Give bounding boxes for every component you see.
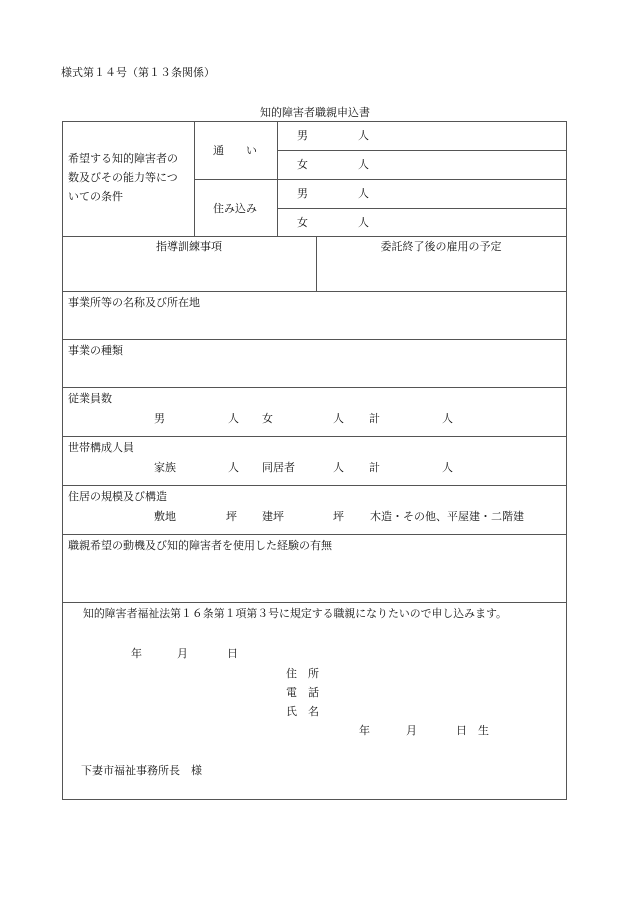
application-date-day: 日 bbox=[227, 647, 238, 660]
live-in-male-label: 男 bbox=[297, 187, 308, 200]
housing-site-label: 敷地 bbox=[154, 510, 176, 523]
housing-site-unit: 坪 bbox=[226, 510, 237, 523]
motivation-label: 職親希望の動機及び知的障害者を使用した経験の有無 bbox=[68, 539, 332, 552]
household-label: 世帯構成人員 bbox=[68, 441, 134, 454]
conditions-label-line-3: いての条件 bbox=[68, 190, 123, 203]
employees-label: 従業員数 bbox=[68, 392, 112, 405]
household-total-unit: 人 bbox=[442, 461, 453, 474]
birth-month: 月 bbox=[406, 724, 417, 737]
employees-male-unit: 人 bbox=[228, 412, 239, 425]
birth-year: 年 bbox=[359, 724, 370, 737]
employees-male-label: 男 bbox=[154, 412, 165, 425]
commute-female-label: 女 bbox=[297, 158, 308, 171]
employees-total-unit: 人 bbox=[442, 412, 453, 425]
commute-male-label: 男 bbox=[297, 129, 308, 142]
household-family-label: 家族 bbox=[154, 461, 176, 474]
housing-building-label: 建坪 bbox=[262, 510, 284, 523]
application-statement: 知的障害者福祉法第１６条第１項第３号に規定する職親になりたいので申し込みます。 bbox=[83, 607, 507, 620]
application-date-month: 月 bbox=[177, 647, 188, 660]
live-in-female-unit: 人 bbox=[358, 216, 369, 229]
live-in-label: 住み込み bbox=[213, 202, 257, 215]
live-in-male-unit: 人 bbox=[358, 187, 369, 200]
business-type-label: 事業の種類 bbox=[68, 344, 123, 357]
form-number: 様式第１４号（第１３条関係） bbox=[61, 66, 215, 79]
household-cohabitant-label: 同居者 bbox=[262, 461, 295, 474]
housing-building-unit: 坪 bbox=[333, 510, 344, 523]
conditions-label-line-2: 数及びその能力等につ bbox=[68, 171, 178, 184]
household-cohabitant-unit: 人 bbox=[333, 461, 344, 474]
employees-total-label: 計 bbox=[369, 412, 380, 425]
housing-label: 住居の規模及び構造 bbox=[68, 490, 167, 503]
application-date-year: 年 bbox=[131, 647, 142, 660]
addressee: 下妻市福祉事務所長 様 bbox=[81, 764, 202, 777]
live-in-female-label: 女 bbox=[297, 216, 308, 229]
conditions-label-line-1: 希望する知的障害者の bbox=[68, 152, 178, 165]
business-name-address-label: 事業所等の名称及び所在地 bbox=[68, 296, 200, 309]
household-family-unit: 人 bbox=[228, 461, 239, 474]
form-title: 知的障害者職親申込書 bbox=[260, 106, 370, 119]
name-label: 氏 名 bbox=[286, 705, 319, 718]
commute-male-unit: 人 bbox=[358, 129, 369, 142]
address-label: 住 所 bbox=[286, 667, 319, 680]
employees-female-label: 女 bbox=[262, 412, 273, 425]
commute-label: 通 い bbox=[213, 144, 257, 157]
birth-day: 日 生 bbox=[456, 724, 489, 737]
household-total-label: 計 bbox=[369, 461, 380, 474]
employment-plan-label: 委託終了後の雇用の予定 bbox=[380, 240, 502, 253]
commute-female-unit: 人 bbox=[358, 158, 369, 171]
employees-female-unit: 人 bbox=[333, 412, 344, 425]
phone-label: 電 話 bbox=[286, 686, 319, 699]
housing-structure-options: 木造・その他、平屋建・二階建 bbox=[370, 510, 524, 523]
training-items-label: 指導訓練事項 bbox=[156, 240, 222, 253]
